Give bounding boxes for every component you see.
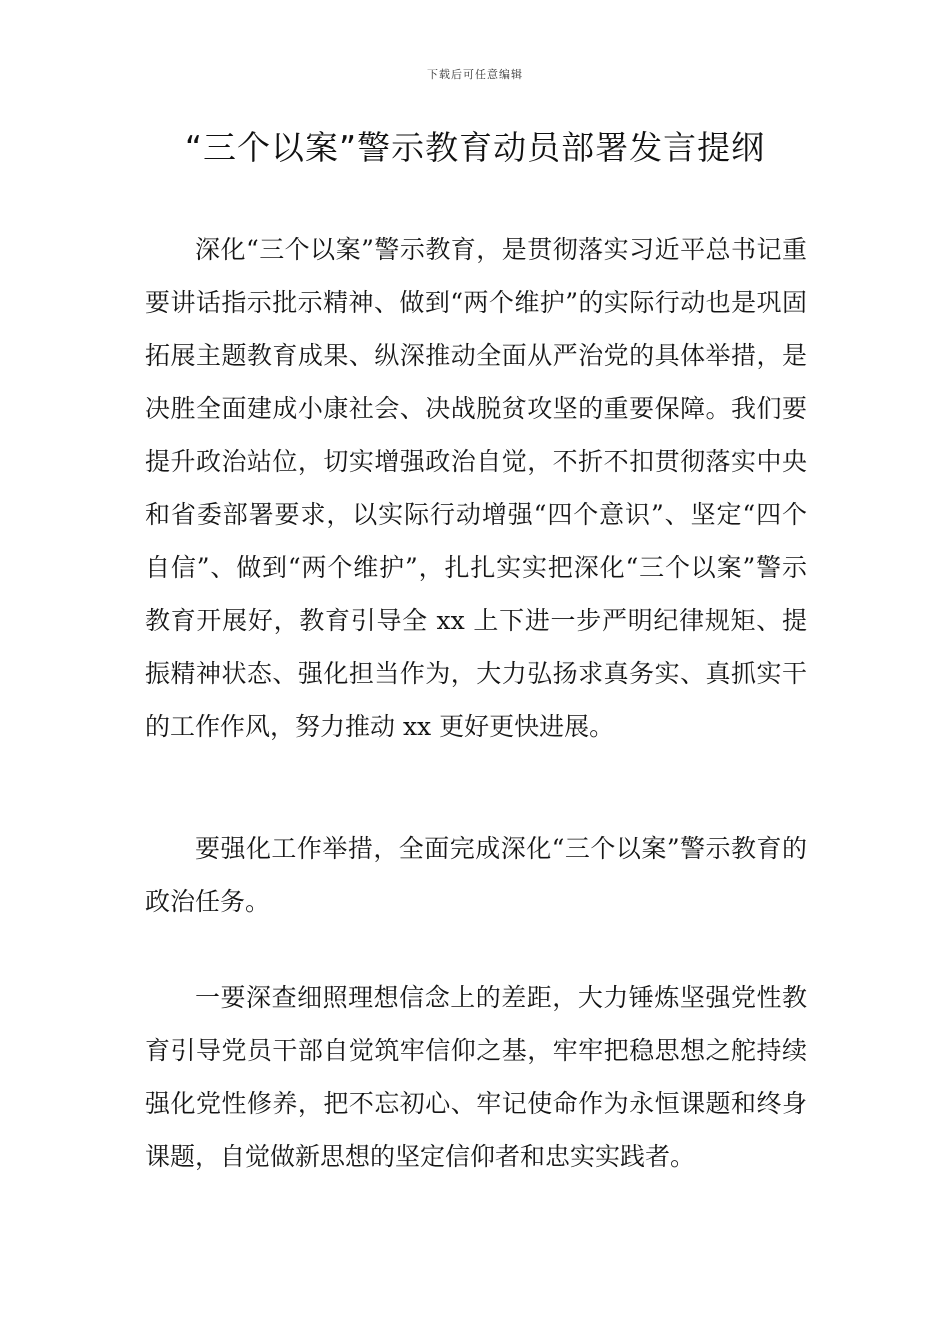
paragraph-intro: 深化“三个以案”警示教育，是贯彻落实习近平总书记重要讲话指示批示精神、做到“两个维护”的实际行动也是巩固拓展主题教育成果、纵深推动全面从严治党的具体举措，是决胜全面建成小康社会、决战脱贫攻坚的重要保障。我们要提升政治站位，切实增强政治自觉，不折不扣贯彻落实中央和省委部署要求，以实际行动增强“四个意识”、坚定“四个自信”、做到“两个维护”，扎扎实实把深化“三个以案”警示教育开展好，教育引导全 xx 上下进一步严明纪律规矩、提振精神状态、强化担当作为，大力弘扬求真务实、真抓实干的工作作风，努力推动 xx 更好更快进展。 <box>145 235 807 741</box>
paragraph-measures: 要强化工作举措，全面完成深化“三个以案”警示教育的政治任务。 <box>145 834 807 916</box>
document-title: “三个以案”警示教育动员部署发言提纲 <box>184 128 766 167</box>
paragraph-point-one: 一要深查细照理想信念上的差距，大力锤炼坚强党性教育引导党员干部自觉筑牢信仰之基，牢牢把稳思想之舵持续强化党性修养，把不忘初心、牢记使命作为永恒课题和终身课题，自觉做新思想的坚定信仰者和忠实实践者。 <box>145 983 807 1171</box>
header-note: 下载后可任意编辑 <box>427 68 523 81</box>
